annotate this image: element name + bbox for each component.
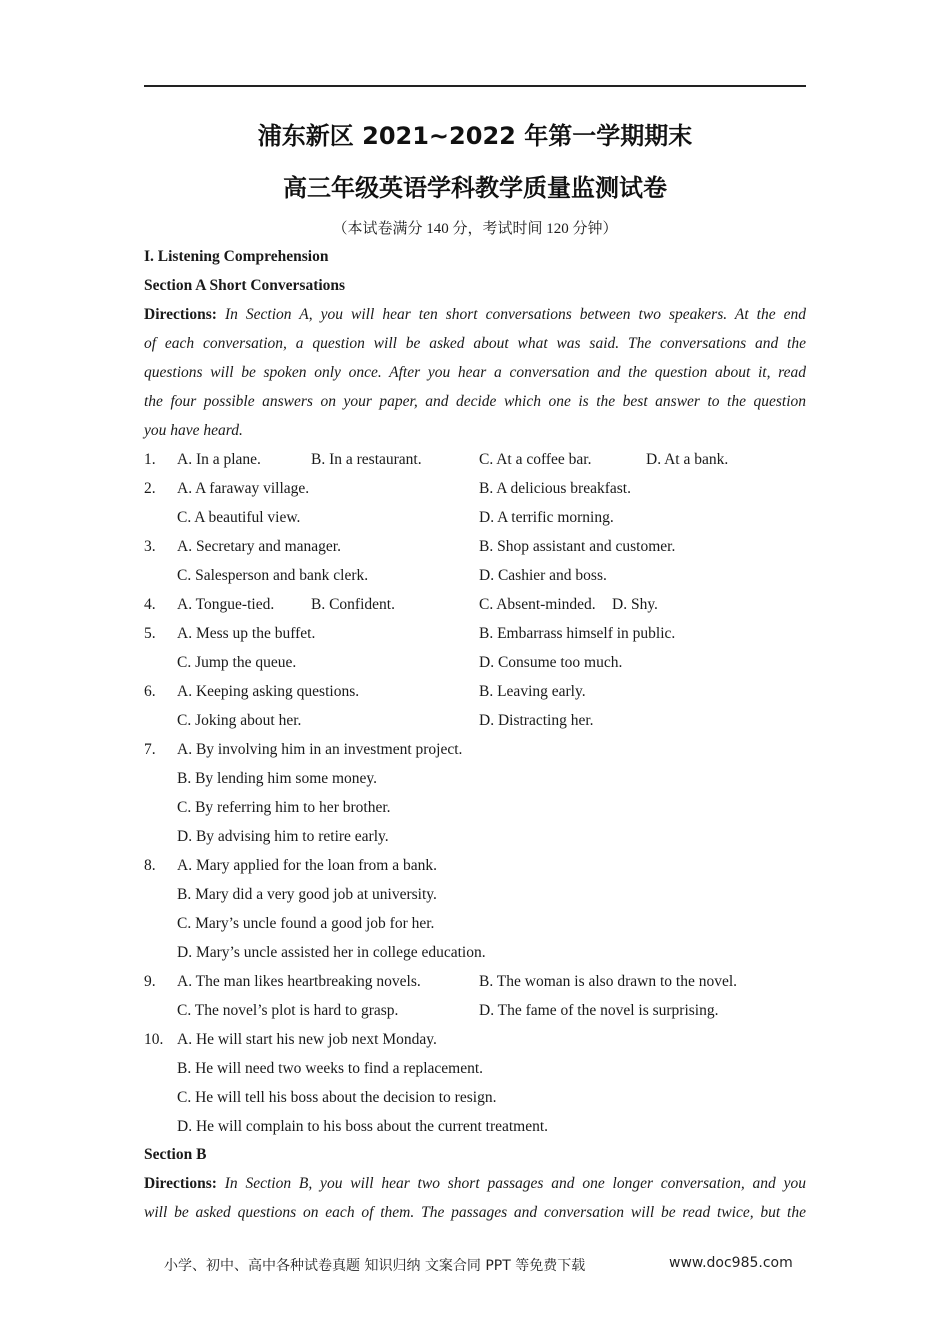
- question-number: 5.: [144, 625, 156, 642]
- option-b: B. By lending him some money.: [177, 770, 378, 787]
- question-number: 10.: [144, 1031, 164, 1048]
- option-a: A. Mess up the buffet.: [177, 625, 316, 642]
- question-number: 7.: [144, 741, 156, 758]
- section-a-directions-line: Directions: In Section A, you will hear ten short conversations between two speakers. At the end: [144, 306, 806, 323]
- option-b: B. In a restaurant.: [311, 451, 422, 468]
- question-item-row: [144, 909, 806, 938]
- question-item-row: [144, 880, 806, 909]
- question-item-row2: [144, 648, 806, 677]
- question-item-row: [144, 1083, 806, 1112]
- question-item: [144, 532, 806, 561]
- exam-title-line2: 高三年级英语学科教学质量监测试卷: [283, 174, 667, 202]
- option-c: C. Joking about her.: [177, 712, 302, 729]
- question-number: 4.: [144, 596, 156, 613]
- option-c: C. The novel’s plot is hard to grasp.: [177, 1002, 399, 1019]
- question-number: 9.: [144, 973, 156, 990]
- section-a-directions-line: questions will be spoken only once. After you hear a conversation and the question about it, read: [144, 364, 806, 381]
- option-d: D. Cashier and boss.: [479, 567, 607, 584]
- question-number: 8.: [144, 857, 156, 874]
- question-item: [144, 1025, 806, 1054]
- section-a-directions-line: of each conversation, a question will be asked about what was said. The conversations and the: [144, 335, 806, 352]
- question-item-row: [144, 793, 806, 822]
- option-a: A. Tongue-tied.: [177, 596, 275, 613]
- header-rule: [144, 85, 806, 87]
- option-b: B. The woman is also drawn to the novel.: [479, 973, 738, 990]
- question-item-row2: [144, 706, 806, 735]
- question-number: 3.: [144, 538, 156, 555]
- section-a-heading: Section A Short Conversations: [144, 277, 346, 294]
- option-d: D. Distracting her.: [479, 712, 594, 729]
- option-b: B. Shop assistant and customer.: [479, 538, 676, 555]
- option-d: D. A terrific morning.: [479, 509, 614, 526]
- option-b: B. Mary did a very good job at university.: [177, 886, 437, 903]
- option-c: C. A beautiful view.: [177, 509, 301, 526]
- option-a: A. By involving him in an investment project.: [177, 741, 463, 758]
- option-d: D. At a bank.: [646, 451, 729, 468]
- option-d: D. He will complain to his boss about the current treatment.: [177, 1118, 549, 1135]
- option-b: B. He will need two weeks to find a replacement.: [177, 1060, 484, 1077]
- question-item: [144, 590, 806, 619]
- option-c: C. Absent-minded.: [479, 596, 596, 613]
- question-item-row2: [144, 503, 806, 532]
- option-a: A. Mary applied for the loan from a bank.: [177, 857, 437, 874]
- question-item-row: [144, 1054, 806, 1083]
- section-b-directions-line: Directions: In Section B, you will hear two short passages and one longer conversation, and you: [144, 1175, 806, 1192]
- option-a: A. In a plane.: [177, 451, 261, 468]
- question-item: [144, 735, 806, 764]
- question-item-row2: [144, 561, 806, 590]
- section-a-directions-line: the four possible answers on your paper, and decide which one is the best answer to the question: [144, 393, 806, 410]
- option-b: B. Confident.: [311, 596, 395, 613]
- section-b-heading: Section B: [144, 1146, 207, 1163]
- question-item-row2: [144, 996, 806, 1025]
- option-a: A. The man likes heartbreaking novels.: [177, 973, 421, 990]
- part-heading: I. Listening Comprehension: [144, 248, 329, 265]
- option-d: D. Shy.: [612, 596, 658, 613]
- option-b: B. A delicious breakfast.: [479, 480, 631, 497]
- question-item: [144, 619, 806, 648]
- section-b-directions-line: will be asked questions on each of them. The passages and conversation will be read twice, but the: [144, 1204, 806, 1221]
- question-item: [144, 445, 806, 474]
- option-b: B. Embarrass himself in public.: [479, 625, 676, 642]
- exam-note: （本试卷满分 140 分，考试时间 120 分钟）: [332, 221, 618, 237]
- question-item: [144, 967, 806, 996]
- option-c: C. At a coffee bar.: [479, 451, 592, 468]
- question-item: [144, 474, 806, 503]
- option-d: D. The fame of the novel is surprising.: [479, 1002, 719, 1019]
- option-c: C. By referring him to her brother.: [177, 799, 391, 816]
- question-number: 2.: [144, 480, 156, 497]
- footer-link[interactable]: www.doc985.com: [669, 1255, 793, 1271]
- directions-label: Directions:: [144, 306, 217, 323]
- option-a: A. Keeping asking questions.: [177, 683, 360, 700]
- option-c: C. Salesperson and bank clerk.: [177, 567, 369, 584]
- option-a: A. Secretary and manager.: [177, 538, 341, 555]
- question-item-row: [144, 1112, 806, 1141]
- question-number: 6.: [144, 683, 156, 700]
- option-d: D. By advising him to retire early.: [177, 828, 389, 845]
- option-c: C. Jump the queue.: [177, 654, 297, 671]
- question-item: [144, 677, 806, 706]
- option-c: C. Mary’s uncle found a good job for her.: [177, 915, 435, 932]
- section-a-directions-line: you have heard.: [144, 422, 243, 439]
- option-a: A. He will start his new job next Monday.: [177, 1031, 437, 1048]
- question-item-row: [144, 938, 806, 967]
- option-c: C. He will tell his boss about the decision to resign.: [177, 1089, 497, 1106]
- option-d: D. Consume too much.: [479, 654, 623, 671]
- option-a: A. A faraway village.: [177, 480, 310, 497]
- directions-label: Directions:: [144, 1175, 217, 1192]
- option-d: D. Mary’s uncle assisted her in college education.: [177, 944, 486, 961]
- question-item: [144, 851, 806, 880]
- question-item-row: [144, 764, 806, 793]
- exam-title-line1: 浦东新区 2021~2022 年第一学期期末: [257, 122, 693, 150]
- option-b: B. Leaving early.: [479, 683, 586, 700]
- footer-text: 小学、初中、高中各种试卷真题 知识归纳 文案合同 PPT 等免费下载: [164, 1258, 586, 1274]
- question-number: 1.: [144, 451, 156, 468]
- question-item-row: [144, 822, 806, 851]
